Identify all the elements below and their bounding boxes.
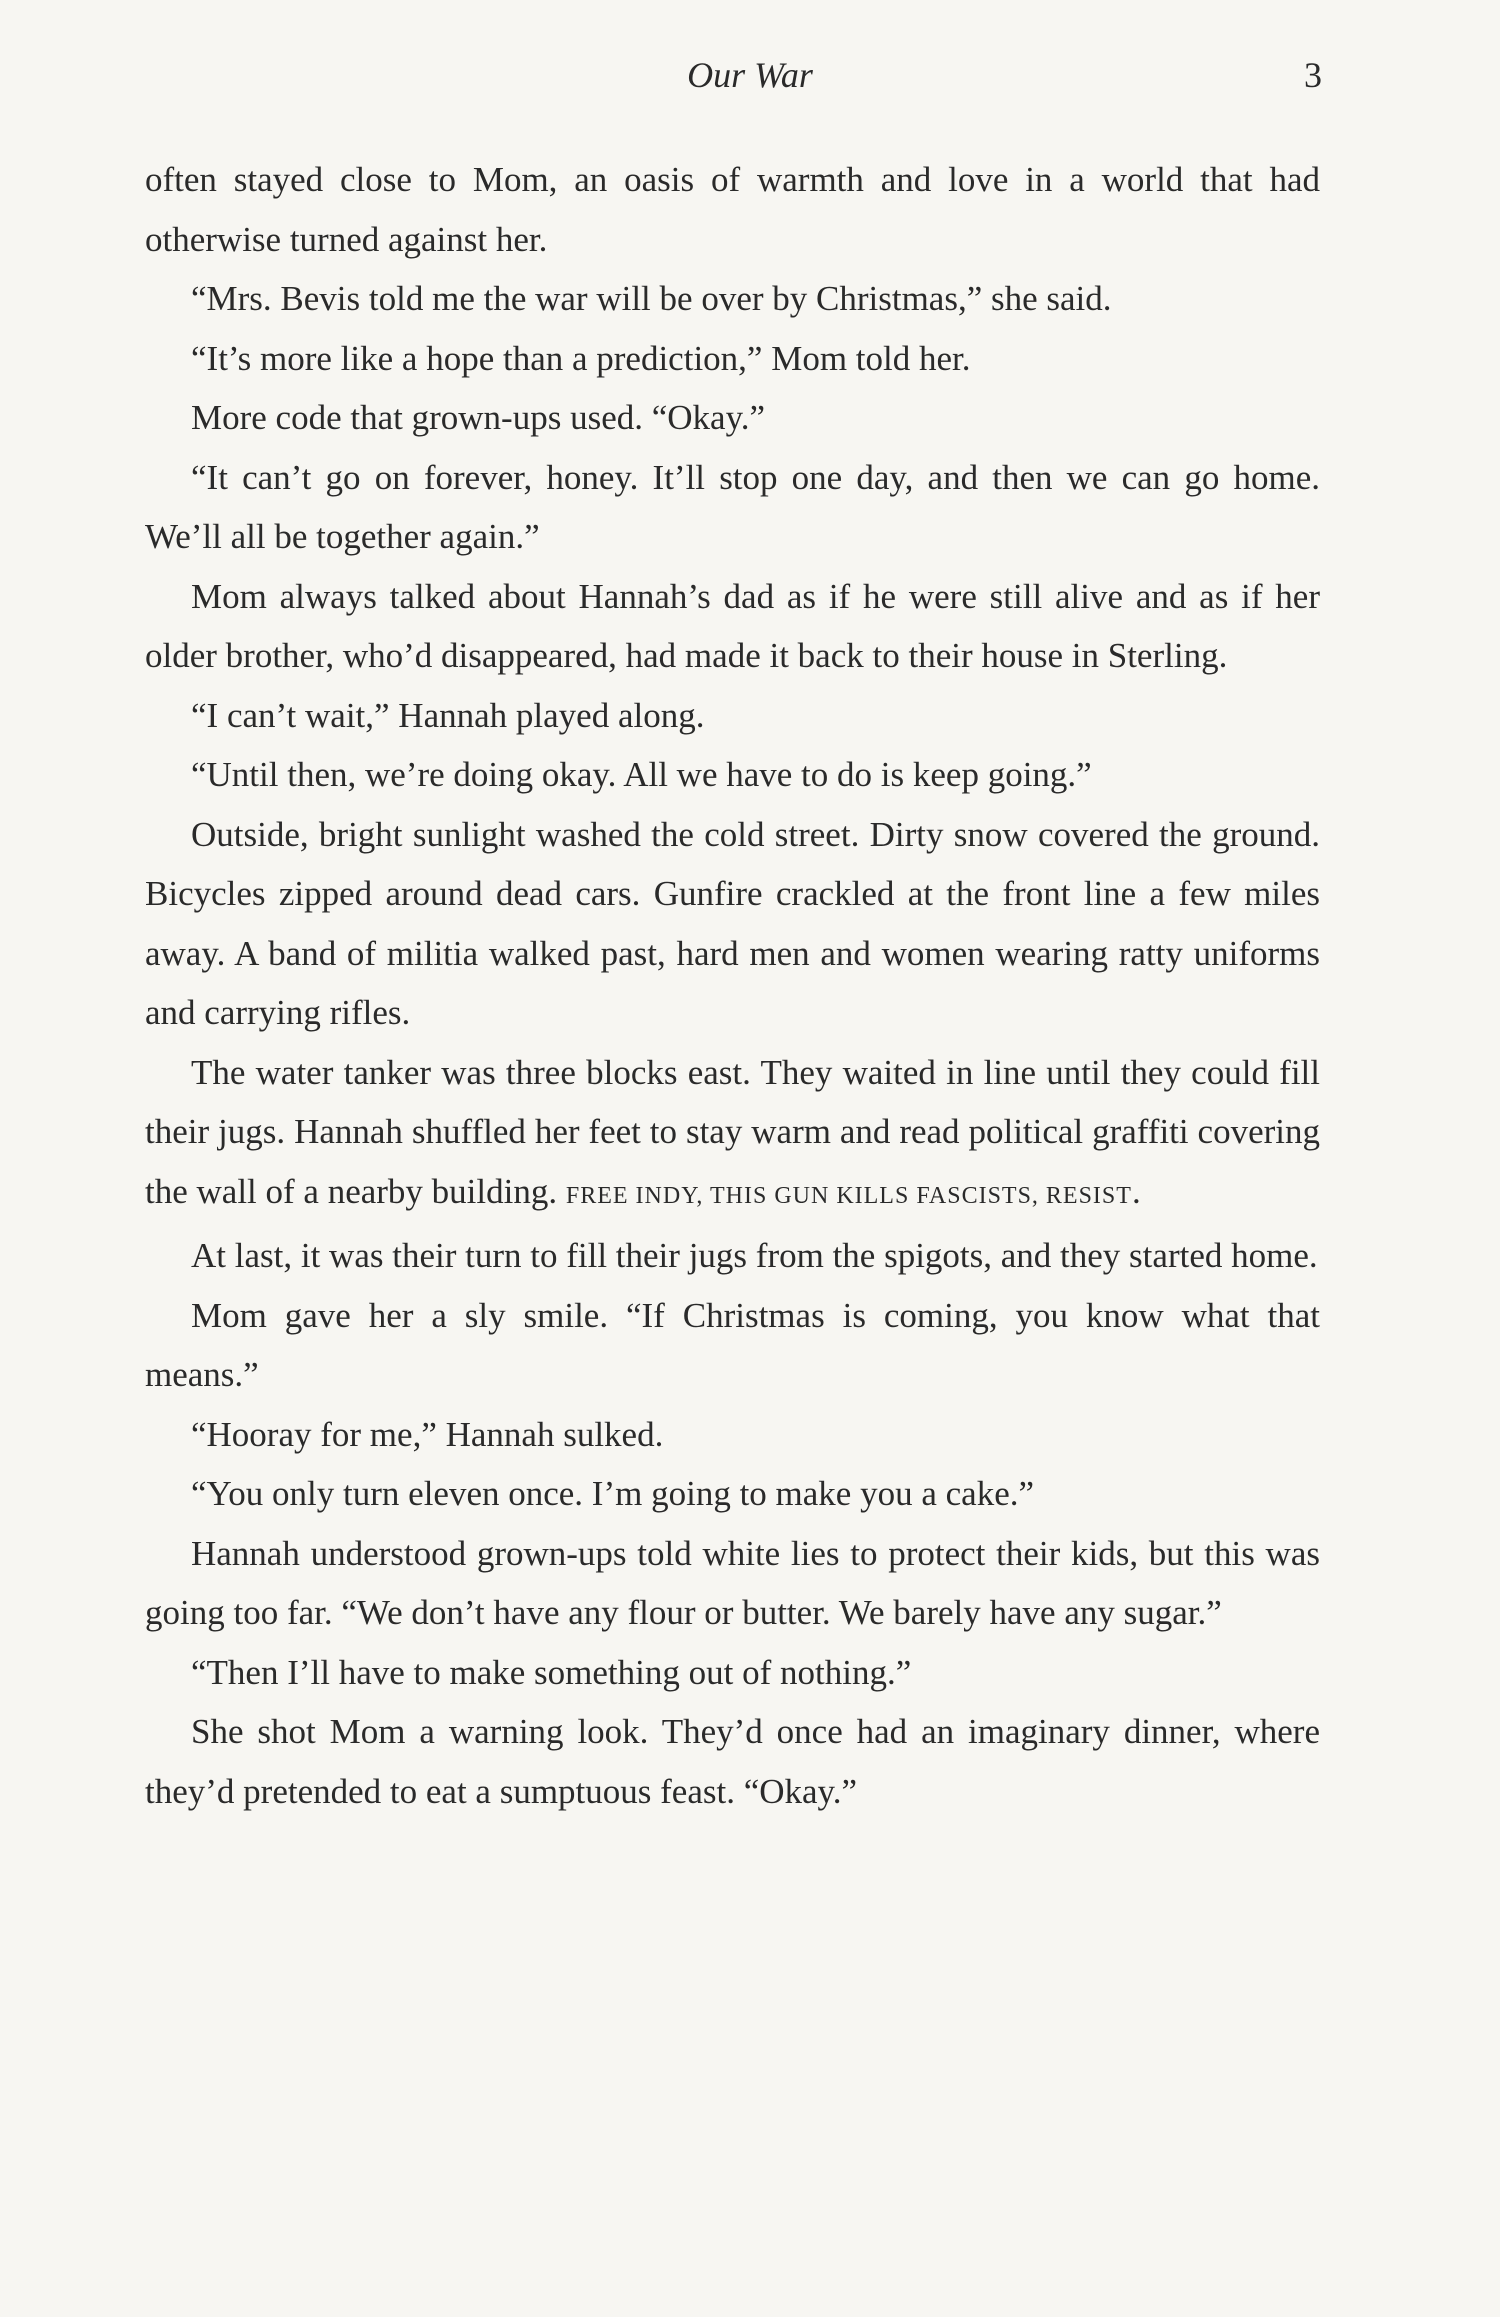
paragraph: “I can’t wait,” Hannah played along. <box>191 695 705 735</box>
paragraph: Mom gave her a sly smile. “If Christmas is coming, you know what that means.” <box>145 1295 1320 1394</box>
paragraph: Hannah understood grown-ups told white lies to protect their kids, but this was going too far. “We don’t have any flour or butter. We barely have any sugar.” <box>145 1533 1320 1632</box>
paragraph: At last, it was their turn to fill their jugs from the spigots, and they started home. <box>191 1236 1318 1275</box>
running-title: Our War <box>687 55 813 95</box>
paragraph: “Mrs. Bevis told me the war will be over by Christmas,” she said. <box>191 279 1112 318</box>
paragraph: Outside, bright sunlight washed the cold street. Dirty snow covered the ground. Bicycles zipped around dead cars. Gunfire crackled at the front line a few miles away. A band of militia walked past, hard men and women wearing ratty uniforms and carrying rifles. <box>145 814 1320 1032</box>
paragraph: often stayed close to Mom, an oasis of warmth and love in a world that had otherwise turned against her. <box>145 160 1320 259</box>
paragraph-text: . <box>1131 1171 1141 1211</box>
paragraph: “Hooray for me,” Hannah sulked. <box>191 1414 664 1454</box>
page-number: 3 <box>1304 55 1322 95</box>
running-head <box>0 50 1500 100</box>
paragraph: More code that grown-ups used. “Okay.” <box>191 398 766 437</box>
paragraph <box>145 1043 1320 1227</box>
paragraph-text: The water tanker was three blocks east. They waited in line until they could fill their jugs. Hannah shuffled her feet to stay warm and read political graffiti covering the wall of a nearby building. <box>145 1052 1320 1211</box>
paragraph: “It can’t go on forever, honey. It’ll stop one day, and then we can go home. We’ll all be together again.” <box>145 457 1320 556</box>
graffiti-text: FREE INDY, THIS GUN KILLS FASCISTS, RESIST <box>565 1182 1132 1209</box>
body-text <box>145 150 1320 1821</box>
paragraph: “It’s more like a hope than a prediction,” Mom told her. <box>191 338 971 378</box>
paragraph: She shot Mom a warning look. They’d once had an imaginary dinner, where they’d pretended to eat a sumptuous feast. “Okay.” <box>145 1712 1320 1811</box>
paragraph: “Then I’ll have to make something out of nothing.” <box>191 1652 912 1692</box>
paragraph: “You only turn eleven once. I’m going to make you a cake.” <box>191 1474 1035 1513</box>
paragraph: Mom always talked about Hannah’s dad as if he were still alive and as if her older brother, who’d disappeared, had made it back to their house in Sterling. <box>145 576 1320 675</box>
paragraph: “Until then, we’re doing okay. All we have to do is keep going.” <box>191 755 1092 794</box>
